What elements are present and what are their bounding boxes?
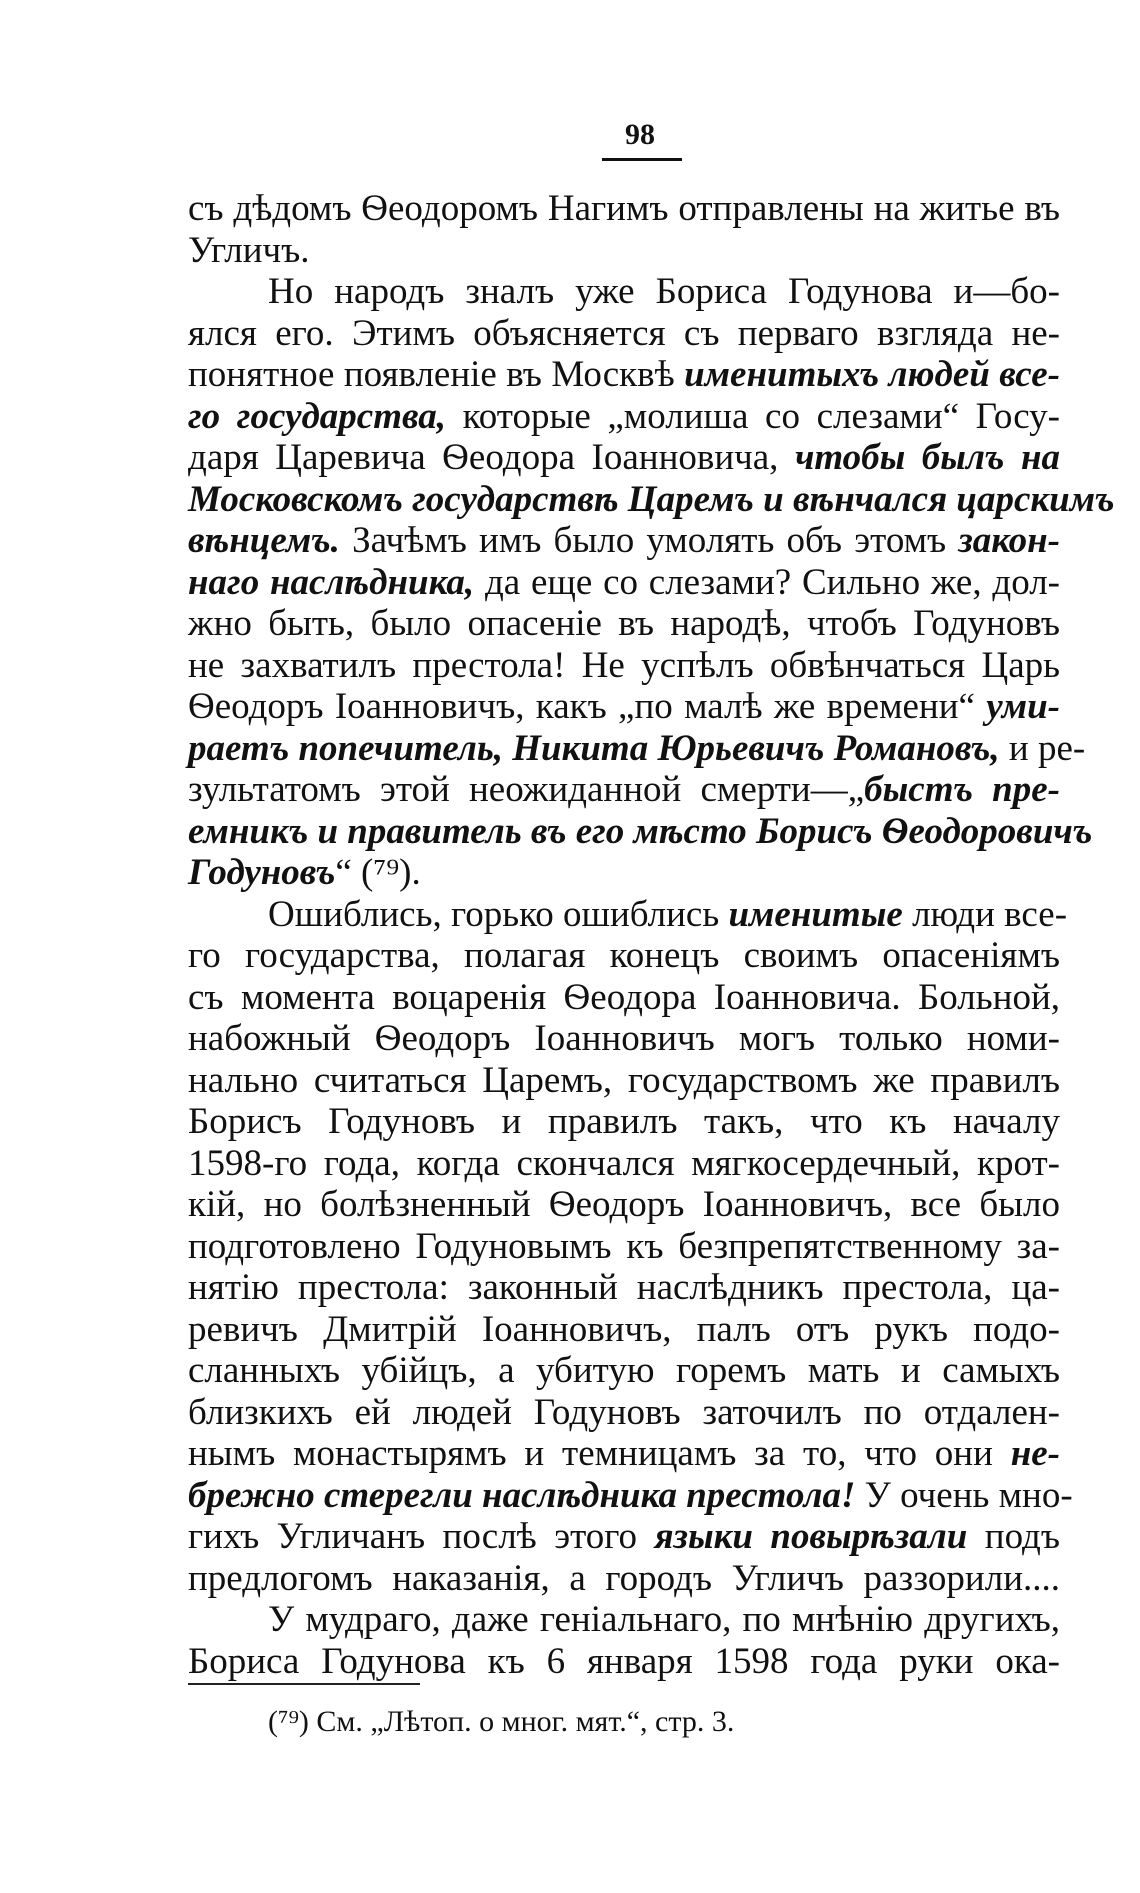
text-segment: жно быть, было опасеніе въ народѣ, чтобъ Годуновъ [188,603,1060,644]
text-line [188,271,1060,313]
text-segment: Ѳеодоръ Іоанновичъ, какъ „по малѣ же времени“ [188,686,987,727]
text-line [188,354,1060,396]
italic-emphasis: языки повырѣзали [654,1516,968,1557]
italic-emphasis: наго наслѣдника, [188,561,475,603]
page-number: 98 [625,118,655,151]
italic-emphasis: закон- [958,520,1060,561]
text-line [188,1433,1060,1475]
footnote: (⁷⁹) См. „Лѣтоп. о мног. мят.“, стр. 3. [268,1705,735,1738]
text-line [188,1392,1060,1434]
text-segment: не захватилъ престола! Не успѣлъ обвѣнчаться Царь [188,644,1060,686]
text-segment: съ дѣдомъ Ѳеодоромъ Нагимъ отправлены на житье въ [188,188,1060,229]
text-segment: Зачѣмъ имъ было умолять объ этомъ [339,520,959,561]
text-line [188,645,1060,687]
text-segment: нятію престола: законный наслѣдникъ престола, ца- [188,1267,1060,1308]
text-line [188,230,1060,272]
text-segment: У очень мно- [855,1474,1073,1516]
text-segment: “ (⁷⁹). [335,852,421,893]
text-line [188,1226,1060,1268]
text-segment: даря Царевича Ѳеодора Іоанновича, [188,437,795,478]
page-number-rule [602,158,682,161]
text-segment: ялся его. Этимъ объясняется съ перваго взгляда не- [188,312,1060,354]
text-line [188,188,1060,230]
text-line [188,686,1060,728]
text-line [188,603,1060,645]
text-segment: которые „молиша со слезами“ Госу- [446,395,1060,437]
text-segment: нымъ монастырямъ и темницамъ за то, что они [188,1433,1011,1474]
italic-emphasis: раетъ попечитель, Никита Юрьевичъ Романовъ, [188,727,1000,769]
text-segment: сланныхъ убійцъ, а убитую горемъ мать и самыхъ [188,1350,1060,1391]
text-segment: подъ [967,1516,1060,1557]
text-line [188,1018,1060,1060]
text-line [188,562,1060,604]
italic-emphasis: быстъ пре- [864,769,1060,810]
italic-emphasis: не- [1010,1433,1060,1474]
italic-emphasis: чтобы былъ на [794,437,1060,478]
text-segment: набожный Ѳеодоръ Іоанновичъ могъ только номи- [188,1018,1060,1059]
text-line [188,852,1060,894]
text-line [188,1516,1060,1558]
text-segment: Бориса Годунова къ 6 января 1598 года руки ока- [188,1640,1060,1682]
text-segment: да еще со слезами? Сильно же, дол- [474,561,1061,603]
text-line [188,1267,1060,1309]
footnote-rule [188,1683,420,1685]
italic-emphasis: Годуновъ [188,852,336,893]
text-line [188,893,1068,936]
text-line [188,1350,1060,1392]
text-segment: зультатомъ этой неожиданной смерти—„ [188,769,865,810]
text-segment: и ре- [999,727,1086,769]
text-segment: Угличъ. [188,229,310,271]
text-line [188,437,1060,479]
text-line [188,1641,1060,1683]
text-segment: предлогомъ наказанія, а городъ Угличъ раззорили.... [188,1557,1060,1599]
text-segment: съ момента воцаренія Ѳеодора Іоанновича. Больной, [188,976,1060,1018]
italic-emphasis: именитые [728,893,903,935]
text-line [188,1474,1073,1517]
text-line [188,1599,1060,1641]
italic-emphasis: вѣнцемъ. [188,520,340,561]
italic-emphasis: именитыхъ людей все- [684,354,1060,395]
text-line [188,727,1086,770]
italic-emphasis: емникъ и правитель въ его мѣсто Борисъ Ѳеодоровичъ [188,810,1093,852]
text-segment: 1598-го года, когда скончался мягкосердечный, крот- [188,1142,1060,1184]
text-segment: Борисъ Годуновъ и правилъ такъ, что къ началу [188,1101,1060,1142]
text-segment: кій, но болѣзненный Ѳеодоръ Іоанновичъ, все было [188,1184,1060,1225]
text-segment: го государства, полагая конецъ своимъ опасеніямъ [188,935,1060,976]
text-line [188,1143,1060,1185]
text-segment: У мудраго, даже геніальнаго, по мнѣнію другихъ, [268,1599,1060,1640]
text-line [188,769,1060,811]
italic-emphasis: го государства, [188,395,447,437]
italic-emphasis: уми- [986,686,1060,727]
text-line [188,396,1060,438]
text-line [188,1060,1060,1102]
text-line [188,1558,1060,1600]
text-line [188,977,1060,1019]
text-segment: близкихъ ей людей Годуновъ заточилъ по отдален- [188,1391,1060,1433]
text-line [188,935,1060,977]
text-segment: Ошиблись, горько ошиблись [268,893,729,935]
italic-emphasis: брежно стерегли наслѣдника престола! [188,1474,856,1516]
body-text [188,188,1115,1682]
text-segment: гихъ Угличанъ послѣ этого [188,1516,655,1557]
text-line [188,1184,1060,1226]
text-line [188,313,1060,355]
text-segment: понятное появленіе въ Москвѣ [188,354,685,395]
italic-emphasis: Московскомъ государствѣ Царемъ и вѣнчался царскимъ [188,478,1115,520]
text-segment: подготовлено Годуновымъ къ безпрепятственному за- [188,1225,1060,1267]
text-line [188,520,1060,562]
text-line [188,810,1093,853]
text-segment: люди все- [902,893,1068,935]
text-line [188,478,1115,521]
text-segment: ревичъ Дмитрій Іоанновичъ, палъ отъ рукъ подо- [188,1308,1060,1350]
text-segment: Но народъ зналъ уже Бориса Годунова и—бо- [268,271,1060,312]
text-line [188,1101,1060,1143]
text-segment: нально считаться Царемъ, государствомъ же правилъ [188,1059,1060,1101]
text-line [188,1309,1060,1351]
